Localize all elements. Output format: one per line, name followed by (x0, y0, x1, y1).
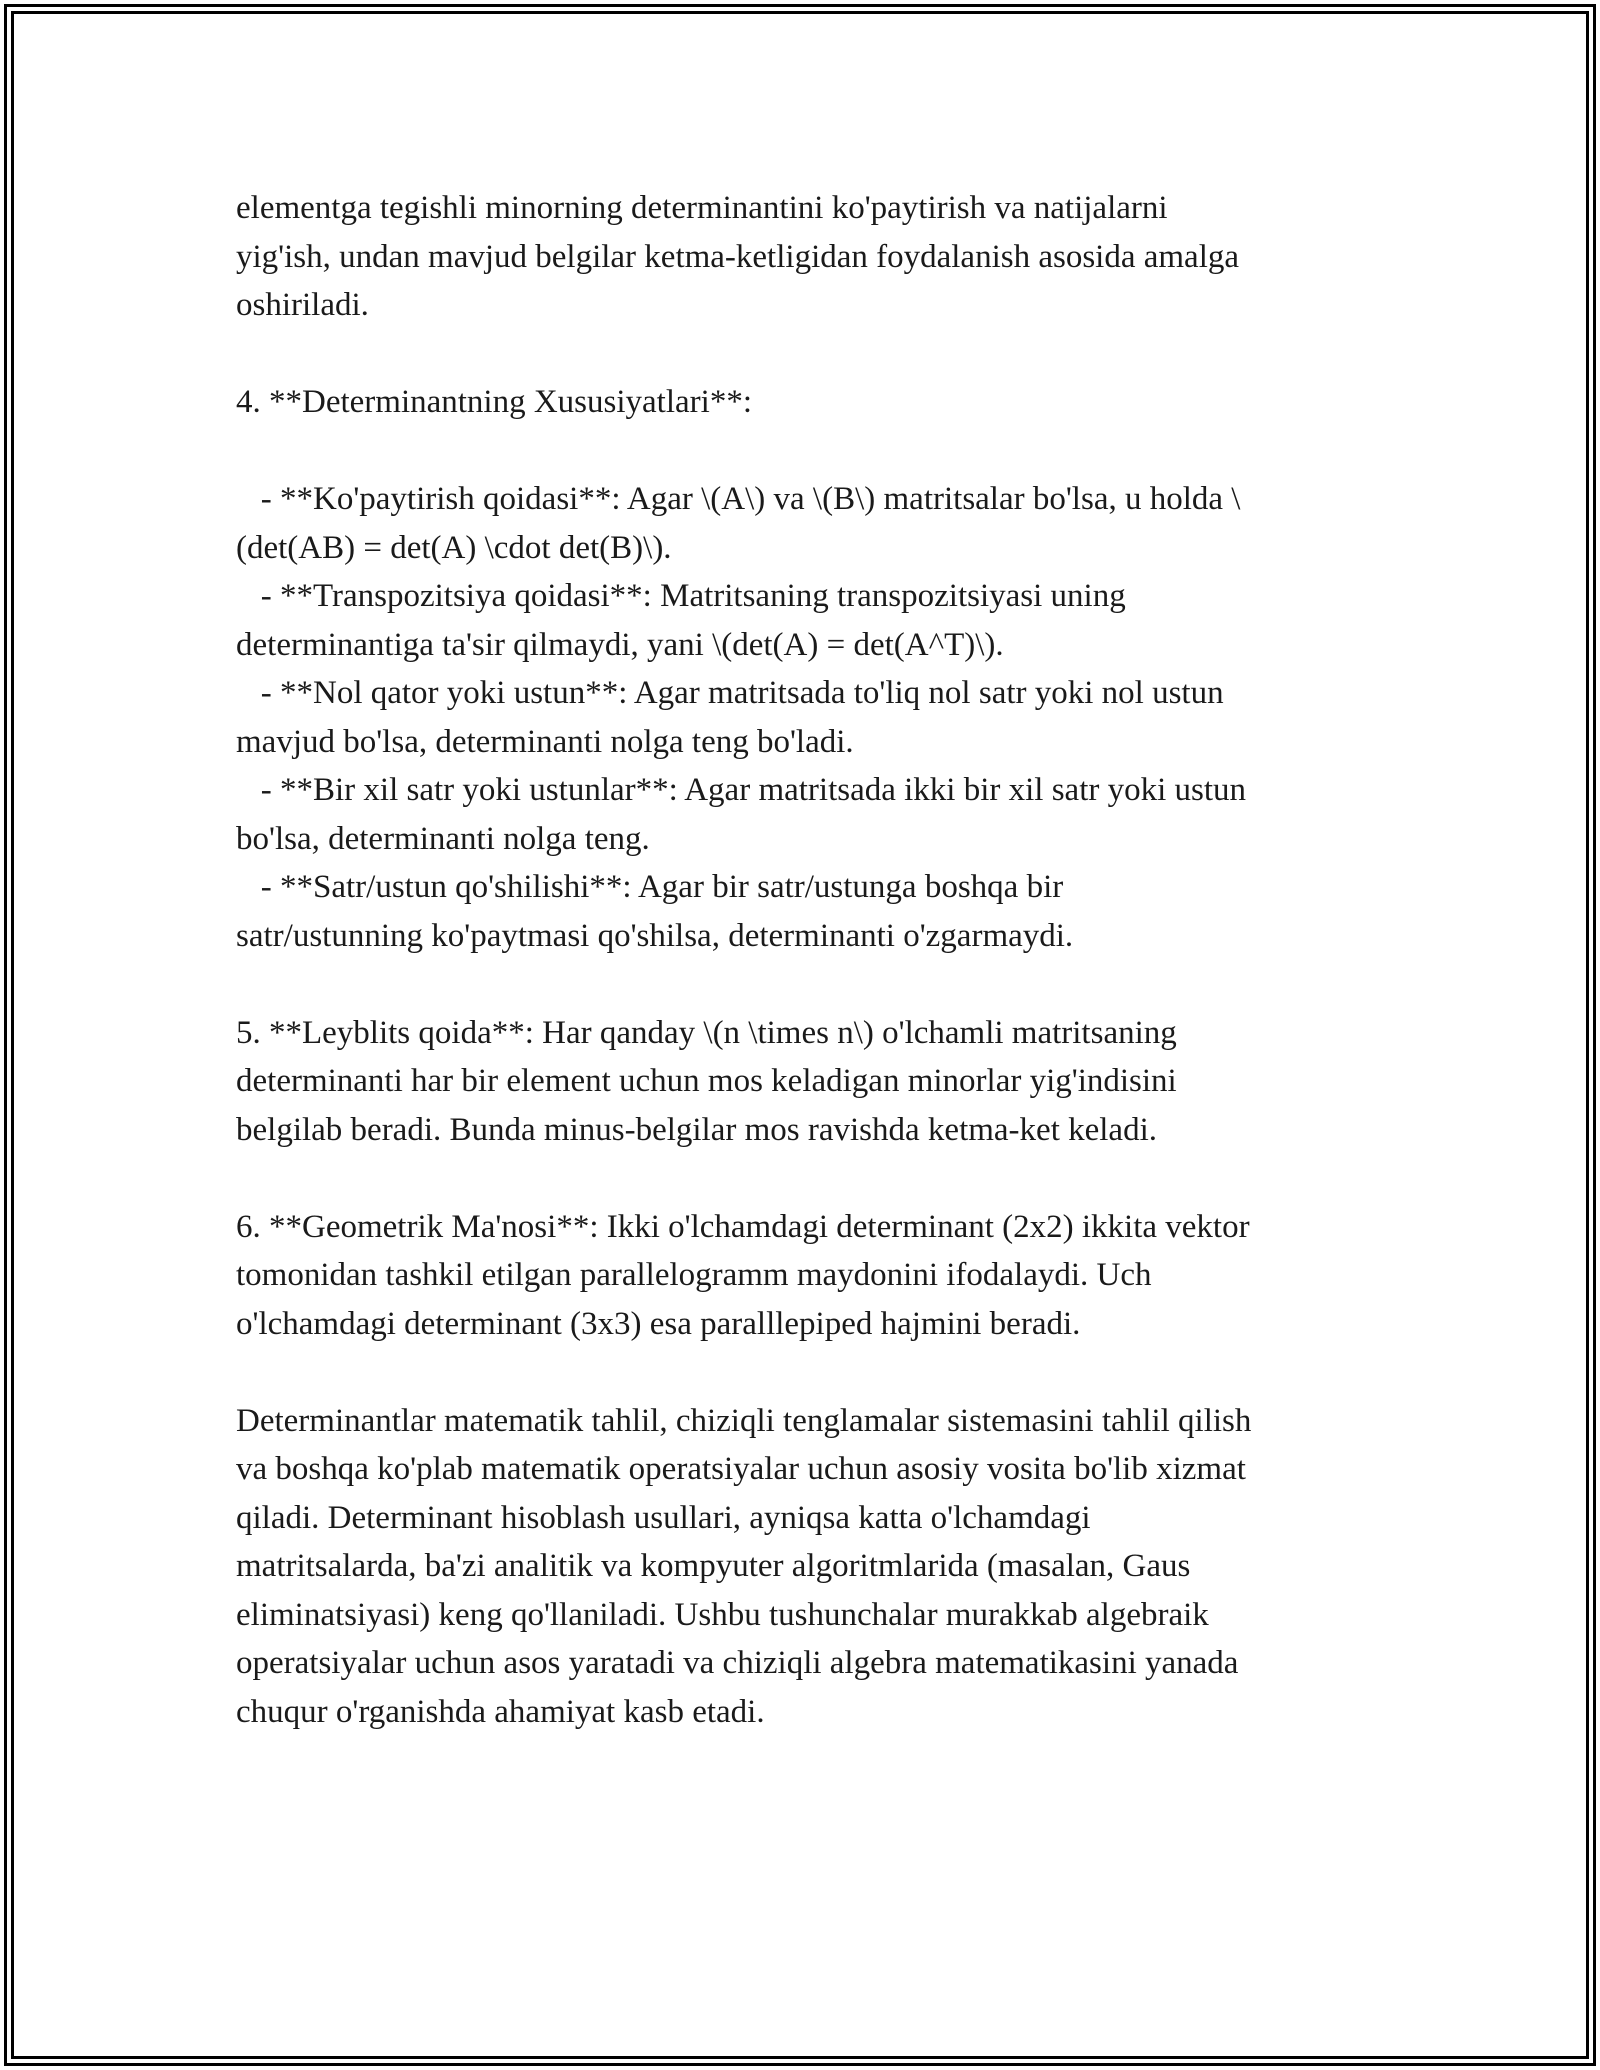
list-item-row-addition: - **Satr/ustun qo'shilishi**: Agar bir satr/ustunga boshqa bir satr/ustunning ko'paytmasi qo'shilsa, determinanti o'zgarmaydi. (236, 869, 1074, 954)
section-heading-properties: 4. **Determinantning Xususiyatlari**: (236, 384, 752, 420)
paragraph-leibniz-rule: 5. **Leyblits qoida**: Har qanday \(n \times n\) o'lchamli matritsaning determinanti har bir element uchun mos keladigan minorlar yig'indisini belgilab beradi. Bunda minus-belgilar mos ravishda ketma-ket keladi. (236, 1014, 1177, 1148)
document-body (236, 184, 1386, 1785)
list-item-transpose-rule: - **Transpozitsiya qoidasi**: Matritsaning transpozitsiyasi uning determinantiga ta'sir qilmaydi, yani \(det(A) = det(A^T)\). (236, 578, 1126, 663)
list-item-multiplication-rule: - **Ko'paytirish qoidasi**: Agar \(A\) va \(B\) matritsalar bo'lsa, u holda \ (det(AB) = det(A) \cdot det(B)\). (236, 481, 1241, 566)
list-item-zero-row-column: - **Nol qator yoki ustun**: Agar matritsada to'liq nol satr yoki nol ustun mavjud bo'lsa, determinanti nolga teng bo'ladi. (236, 675, 1224, 760)
paragraph-geometric-meaning: 6. **Geometrik Ma'nosi**: Ikki o'lchamdagi determinant (2x2) ikkita vektor tomonidan tashkil etilgan parallelogramm maydonini ifodalaydi. Uch o'lchamdagi determinant (3x3) esa paralllepiped hajmini beradi. (236, 1208, 1250, 1342)
list-item-identical-rows: - **Bir xil satr yoki ustunlar**: Agar matritsada ikki bir xil satr yoki ustun bo'lsa, determinanti nolga teng. (236, 772, 1247, 857)
paragraph-continuation: elementga tegishli minorning determinantini ko'paytirish va natijalarni yig'ish, undan mavjud belgilar ketma-ketligidan foydalanish asosida amalga oshiriladi. (236, 190, 1240, 323)
paragraph-conclusion: Determinantlar matematik tahlil, chiziqli tenglamalar sistemasini tahlil qilish va boshqa ko'plab matematik operatsiyalar uchun asosiy vosita bo'lib xizmat qiladi. Determinant hisoblash usullari, ayniqsa katta o'lchamdagi matritsalarda, ba'zi analitik va kompyuter algoritmlarida (masalan, Gaus eliminatsiyasi) keng qo'llaniladi. Ushbu tushunchalar murakkab algebraik operatsiyalar uchun asos yaratadi va chiziqli algebra matematikasini yanada chuqur o'rganishda ahamiyat kasb etadi. (236, 1402, 1252, 1730)
